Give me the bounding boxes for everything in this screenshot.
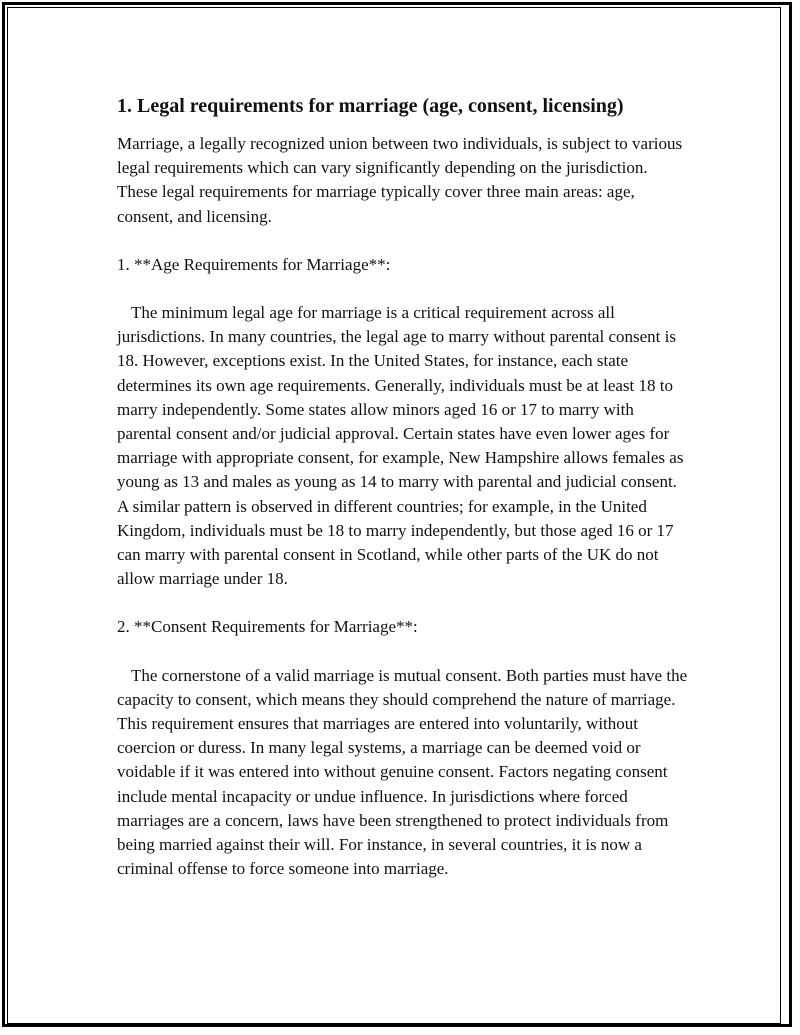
document-body	[117, 92, 689, 905]
age-paragraph: The minimum legal age for marriage is a critical requirement across all jurisdictions. In many countries, the legal age to marry without parental consent is 18. However, exceptions exist. In the United States, for instance, each state determines its own age requirements. Generally, individuals must be at least 18 to marry independently. Some states allow minors aged 16 or 17 to marry with parental consent and/or judicial approval. Certain states have even lower ages for marriage with appropriate consent, for example, New Hampshire allows females as young as 13 and males as young as 14 to marry with parental and judicial consent. A similar pattern is observed in different countries; for example, in the United Kingdom, individuals must be 18 to marry independently, but those aged 16 or 17 can marry with parental consent in Scotland, while other parts of the UK do not allow marriage under 18.	[117, 303, 684, 589]
consent-paragraph: The cornerstone of a valid marriage is mutual consent. Both parties must have the capacity to consent, which means they should comprehend the nature of marriage. This requirement ensures that marriages are entered into voluntarily, without coercion or duress. In many legal systems, a marriage can be deemed void or voidable if it was entered into without genuine consent. Factors negating consent include mental incapacity or undue influence. In jurisdictions where forced marriages are a concern, laws have been strengthened to protect individuals from being married against their will. For instance, in several countries, it is now a criminal offense to force someone into marriage.	[117, 665, 688, 879]
age-subheading: 1. **Age Requirements for Marriage**:	[117, 254, 391, 274]
consent-subheading: 2. **Consent Requirements for Marriage**:	[117, 617, 418, 637]
intro-paragraph: Marriage, a legally recognized union between two individuals, is subject to various legal requirements which can vary significantly depending on the jurisdiction. These legal requirements for marriage typically cover three main areas: age, consent, and licensing.	[117, 134, 683, 226]
section-heading: 1. Legal requirements for marriage (age, consent, licensing)	[117, 95, 624, 117]
